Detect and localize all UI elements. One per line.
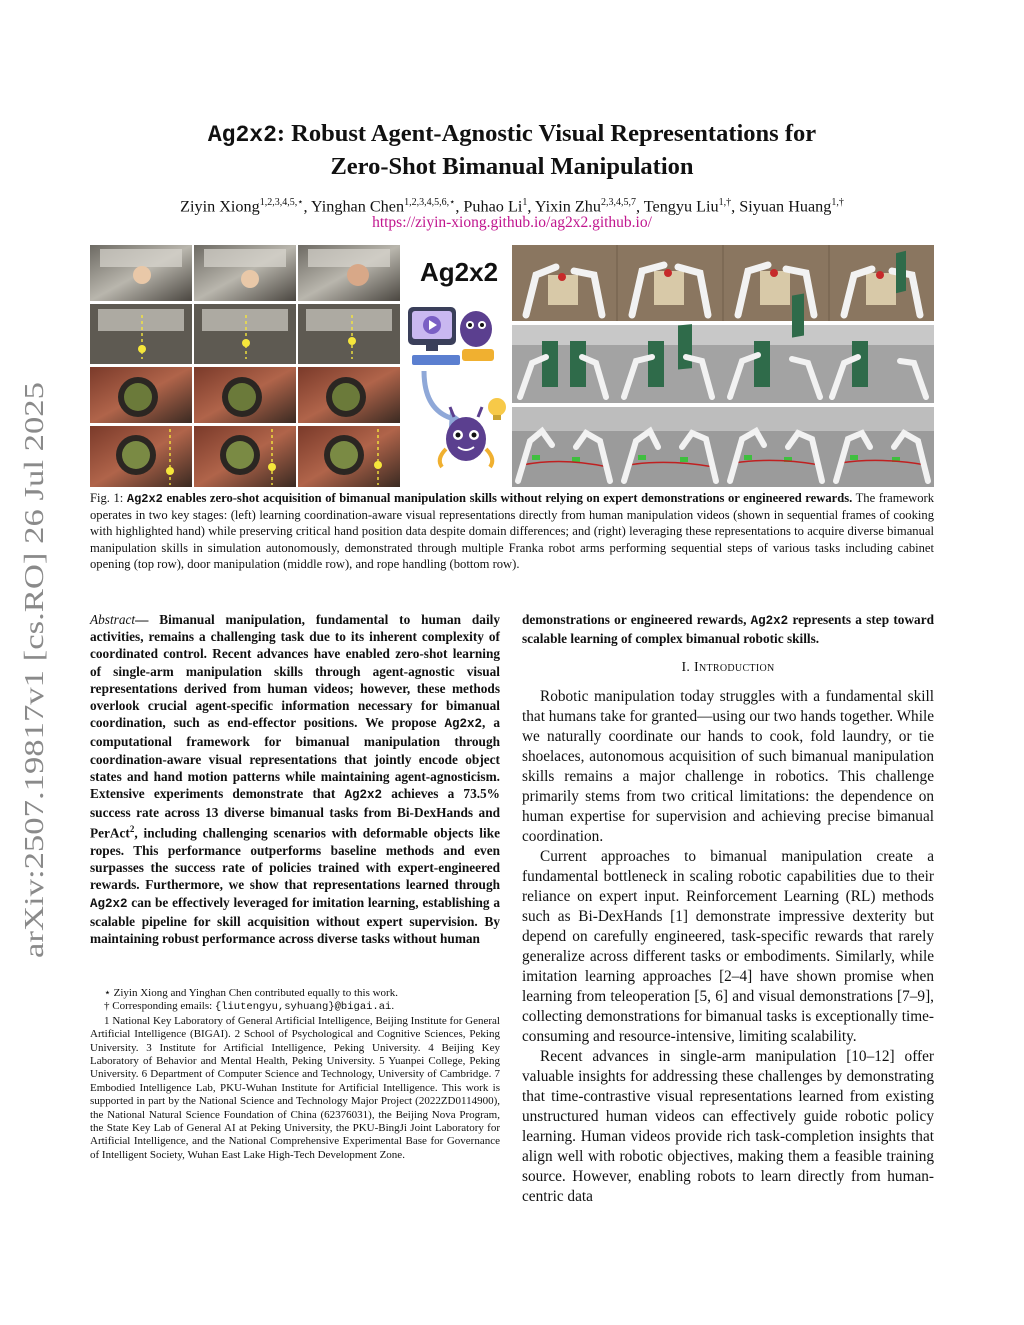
abstract-dash: —	[135, 612, 149, 627]
abstract-text: Bimanual manipulation, fundamental to human daily activities, remains a challenging task due to its inherent complexity of coordinated control. Recent advances have enabled zero-shot learning of single-arm manipulation skills through agent-agnostic visual representations derived from human videos; however, these methods overlook crucial agent-specific information necessary for bimanual coordination, such as end-effector positions. We propose	[90, 612, 500, 731]
caption-body: The framework operates in two key stages: (left) learning coordination-aware visual representations directly from human manipulation videos (shown in sequential frames of cooking with highlighted hand) while preserving critical hand position data despite domain differences; and (right) leveraging these representations to acquire diverse bimanual manipulation skills in simulation autonomously, demonstrated through multiple Franka robot arms performing sequential steps of various tasks including cabinet opening (top row), door manipulation (middle row), and rope handling (bottom row).	[90, 491, 934, 571]
video-frame	[90, 245, 192, 301]
abstract-continuation	[522, 611, 934, 647]
ag2x2-logo: Ag2x2	[420, 257, 499, 287]
figure-caption	[90, 490, 934, 572]
robot-simulation-graphic	[512, 245, 934, 487]
intro-paragraph: Recent advances in single-arm manipulation [10–12] offer valuable insights for addressing these challenges by demonstrating that time-contrastive visual representations learned from existing unstructured human videos can effectively guide robotic policy learning. Human videos provide rich task-completion insights that align well with robotic objectives, making them a feasible training source. However, enabling robots to learn directly from human-centric data	[522, 1048, 934, 1205]
footnote-corresponding	[90, 1000, 500, 1014]
author-affiliation: 1,†	[718, 197, 732, 208]
video-frame	[298, 304, 400, 364]
rope-handling-row	[512, 407, 934, 487]
arxiv-identifier-stamp	[10, 380, 52, 960]
video-monitor-icon	[408, 307, 456, 351]
intro-paragraph: Current approaches to bimanual manipulation create a fundamental bottleneck in scaling robotic capabilities due to their reliance on expert input. Reinforcement Learning (RL) methods such as Bi-DexHands [1] demonstrate impressive dexterity but depend on carefully engineered, task-specific rewards that rarely generalize across different tasks or embodiments. Similarly, while imitation learning approaches [2–4] have shown promise when learning from teleoperation [5, 6] and visual demonstrations [7–9], collecting demonstrations for bimanual tasks is exceptionally time-consuming and resource-intensive, limiting scalability.	[522, 848, 934, 1045]
abstract	[90, 611, 500, 947]
author-separator: ,	[527, 197, 535, 216]
author-separator: ,	[303, 197, 311, 216]
abstract-superscript: 2	[129, 824, 135, 835]
author-name: Yinghan Chen	[310, 197, 405, 216]
introduction-body	[522, 687, 934, 1207]
title-code: Ag2x2	[207, 122, 277, 148]
footnote-corresponding-suffix: .	[391, 1000, 395, 1013]
abstract-text: , a computational framework for bimanual manipulation through coordination-aware visual representations that jointly encode object states and hand motion patterns while maintaining agent-agnosticism. Extensive experiments demonstrate that	[90, 715, 500, 802]
footnote-affiliations: 1 National Key Laboratory of General Artificial Intelligence, Beijing Institute for General Artificial Intelligence (BIGAI). 2 School of Psychological and Cognitive Sciences, Peking University. 3 Institute for Artificial Intelligence, Peking University. 4 Beijing Key Laboratory of Behavior and Mental Health, Peking University. 5 Yuanpei College, Peking University. 6 Department of Computer Science and Technology, University of Cambridge. 7 Embodied Intelligence Lab, PKU-Wuhan Institute for Artificial Intelligence. This work is supported in part by the National Science and Technology Major Project (2022ZD0114900), the National Natural Science Foundation of China (62376031), the Beijing Nova Program, the State Key Lab of General AI at Peking University, the PKU-BingJi Joint Laboratory for Artificial Intelligence, and the National Comprehensive Experimental Base for Governance of Intelligent Society, Wuhan East Lake High-Tech Development Zone.	[90, 1014, 500, 1161]
author-name: Puhao Li	[463, 197, 523, 216]
video-frame	[298, 426, 400, 487]
section-title: Introduction	[694, 660, 775, 675]
author-name: Ziyin Xiong	[180, 197, 260, 216]
human-video-frames	[90, 245, 400, 487]
ag2x2-logo-panel	[402, 245, 510, 487]
abstract-code: Ag2x2	[444, 717, 483, 732]
caption-bold-text: enables zero-shot acquisition of bimanual manipulation skills without relying on expert demonstrations or engineered rewards.	[162, 491, 853, 505]
arxiv-id-text: arXiv:2507.19817v1 [cs.RO] 26 Jul 2025	[18, 501, 49, 958]
abstract-code: Ag2x2	[90, 896, 128, 911]
author-name: Tengyu Liu	[643, 197, 719, 216]
abstract-text: can be effectively leveraged for imitation learning, establishing a scalable pipeline for skill acquisition without expert supervision. By maintaining robust performance across diverse tasks without human	[90, 894, 500, 947]
figure-1	[90, 245, 934, 487]
human-video-frames-graphic	[90, 245, 400, 487]
simulation-frames	[512, 245, 934, 487]
cabinet-opening-row	[512, 245, 934, 321]
intro-paragraph: Robotic manipulation today struggles with a fundamental skill that humans take for granted—using our two hands together. While we naturally coordinate our hands to cook, fold laundry, or tie shoelaces, autonomous acquisition of such bimanual manipulation skills remains a major challenge in robotics. This challenge primarily stems from two critical limitations: the dependence on human expertise for supervision and achieving precise bimanual coordination.	[522, 688, 934, 845]
author-name: Yixin Zhu	[534, 197, 601, 216]
section-heading-introduction	[522, 660, 934, 676]
abstract-code: Ag2x2	[344, 788, 383, 803]
abstract-text: achieves a 73.5% success rate across 13 diverse bimanual tasks from Bi-DexHands and PerAct	[90, 786, 500, 841]
video-frame	[298, 367, 400, 423]
title-line-1: : Robust Agent-Agnostic Visual Representations for	[276, 120, 817, 147]
paper-title	[100, 118, 924, 183]
footnotes	[90, 987, 500, 1162]
author-affiliation: 2,3,4,5,7	[600, 197, 636, 208]
video-frame	[90, 367, 192, 423]
abstract-text: represents a step toward scalable learning of complex bimanual robotic skills.	[522, 612, 934, 647]
author-affiliation: 1	[522, 197, 528, 208]
abstract-text: demonstrations or engineered rewards,	[522, 612, 751, 627]
author-affiliation: 1,2,3,4,5,6,⋆	[404, 197, 456, 208]
video-frame	[194, 245, 296, 301]
video-frame	[194, 426, 296, 487]
author-separator: ,	[635, 197, 644, 216]
flow-arrow-icon	[424, 371, 454, 419]
caption-code: Ag2x2	[126, 492, 163, 506]
video-frame	[298, 245, 400, 301]
abstract-text: , including challenging scenarios with deformable objects like ropes. This performance outperforms baseline methods and even surpasses the success rate of policies trained with expert-engineered rewards. Furthermore, we show that representations learned through	[90, 825, 500, 893]
video-frame	[194, 304, 296, 364]
video-frame	[194, 367, 296, 423]
author-affiliation: 1,2,3,4,5,⋆	[259, 197, 304, 208]
author-name: Siyuan Huang	[739, 197, 832, 216]
footnote-emails: {liutengyu,syhuang}@bigai.ai	[214, 1001, 392, 1014]
abstract-code: Ag2x2	[750, 614, 789, 628]
video-frame	[90, 304, 192, 364]
section-number: I.	[681, 660, 695, 675]
project-page-link[interactable]: https://ziyin-xiong.github.io/ag2x2.github.io/	[372, 214, 652, 231]
author-list	[60, 193, 964, 216]
footnote-equal-contribution: ⋆ Ziyin Xiong and Yinghan Chen contributed equally to this work.	[104, 987, 398, 999]
author-separator: ,	[455, 197, 464, 216]
footnote-corresponding-prefix: † Corresponding emails:	[104, 1000, 215, 1013]
caption-label: Fig. 1:	[90, 491, 127, 505]
lightbulb-icon	[488, 398, 506, 420]
abstract-label: Abstract	[90, 612, 136, 627]
video-frame	[90, 426, 192, 487]
title-line-2: Zero-Shot Bimanual Manipulation	[330, 153, 694, 180]
author-separator: ,	[731, 197, 740, 216]
author-affiliation: 1,†	[831, 197, 844, 208]
